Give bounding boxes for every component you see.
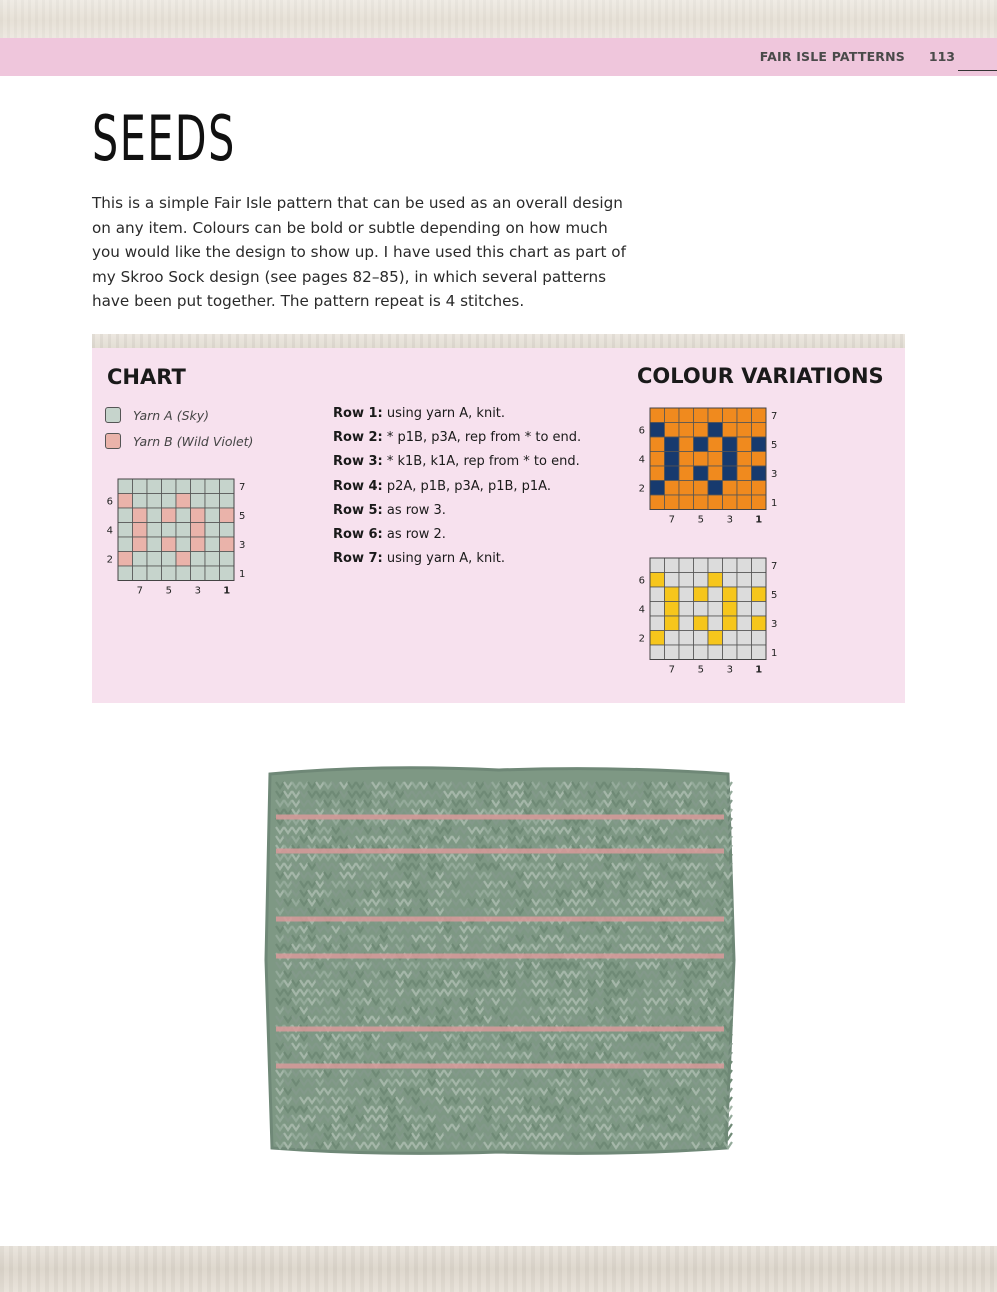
variation-chart-cell bbox=[694, 573, 709, 588]
variation-chart-cell bbox=[694, 616, 709, 631]
main-chart-cell bbox=[162, 523, 177, 538]
main-chart-cell bbox=[191, 508, 206, 523]
variation-chart-cell bbox=[737, 631, 752, 646]
main-chart-cell bbox=[162, 479, 177, 494]
variation-chart-cell bbox=[737, 423, 752, 438]
main-chart-cell bbox=[118, 566, 133, 581]
variation-chart-cell bbox=[650, 558, 665, 573]
main-chart-cell bbox=[205, 494, 220, 509]
variation-chart-cell bbox=[752, 573, 767, 588]
variation-chart-row-label: 5 bbox=[771, 439, 778, 451]
main-chart-cell bbox=[162, 494, 177, 509]
panel-wood-edge bbox=[92, 334, 905, 348]
variation-chart-cell bbox=[723, 466, 738, 481]
main-chart-cell bbox=[147, 566, 162, 581]
variation-chart-cell bbox=[665, 423, 680, 438]
main-knitting-chart bbox=[98, 475, 258, 595]
main-chart-row-label: 5 bbox=[239, 510, 246, 522]
main-chart-cell bbox=[147, 552, 162, 567]
variation-chart-cell bbox=[665, 408, 680, 423]
variation-chart-cell bbox=[679, 452, 694, 467]
main-chart-cell bbox=[162, 508, 177, 523]
variation-chart-cell bbox=[679, 645, 694, 660]
legend-yarn-a bbox=[105, 406, 209, 424]
variation-chart-cell bbox=[737, 466, 752, 481]
variation-chart-cell bbox=[752, 631, 767, 646]
main-chart-cell bbox=[162, 566, 177, 581]
main-chart-row-label: 4 bbox=[106, 525, 113, 537]
main-chart-cell bbox=[147, 523, 162, 538]
variation-chart-cell bbox=[665, 466, 680, 481]
variation-chart-cell bbox=[723, 437, 738, 452]
main-chart-cell bbox=[118, 479, 133, 494]
knitted-swatch-photo bbox=[258, 760, 740, 1160]
main-chart-cell bbox=[220, 508, 235, 523]
main-chart-cell bbox=[205, 523, 220, 538]
variation-chart-cell bbox=[752, 481, 767, 496]
variation-chart-cell bbox=[665, 631, 680, 646]
main-chart-cell bbox=[118, 523, 133, 538]
main-chart-stitch-label: 3 bbox=[194, 585, 201, 597]
variation-chart-cell bbox=[723, 587, 738, 602]
variation-chart-cell bbox=[752, 558, 767, 573]
main-chart-cell bbox=[133, 537, 148, 552]
variation-chart-cell bbox=[708, 466, 723, 481]
variation-chart-cell bbox=[752, 437, 767, 452]
variation-chart-cell bbox=[679, 481, 694, 496]
main-chart-row-label: 2 bbox=[106, 554, 113, 566]
variation-chart-stitch-label: 3 bbox=[726, 664, 733, 676]
yarn-b-swatch bbox=[105, 433, 121, 449]
variation-chart-cell bbox=[679, 558, 694, 573]
page-number: 113 bbox=[928, 49, 955, 64]
section-label: FAIR ISLE PATTERNS bbox=[759, 49, 905, 64]
row-instruction: Row 5: as row 3. bbox=[333, 502, 446, 518]
variation-chart-cell bbox=[723, 481, 738, 496]
variation-chart-cell bbox=[723, 408, 738, 423]
variation-chart-cell bbox=[679, 602, 694, 617]
main-chart-cell bbox=[220, 537, 235, 552]
variation-chart-cell bbox=[665, 645, 680, 660]
row-instruction: Row 4: p2A, p1B, p3A, p1B, p1A. bbox=[333, 478, 551, 494]
variation-chart-cell bbox=[665, 573, 680, 588]
variation-chart-row-label: 3 bbox=[771, 468, 778, 480]
variation-chart-cell bbox=[694, 408, 709, 423]
variation-chart-cell bbox=[752, 602, 767, 617]
row-instruction: Row 1: using yarn A, knit. bbox=[333, 406, 506, 421]
variation-chart-cell bbox=[650, 587, 665, 602]
main-chart-cell bbox=[220, 479, 235, 494]
variation-chart-cell bbox=[679, 573, 694, 588]
variation-chart-cell bbox=[679, 631, 694, 646]
main-chart-cell bbox=[205, 508, 220, 523]
variation-chart-stitch-label: 7 bbox=[668, 514, 675, 526]
variation-chart-cell bbox=[665, 616, 680, 631]
main-chart-cell bbox=[220, 494, 235, 509]
variation-chart-cell bbox=[694, 495, 709, 510]
main-chart-row-label: 7 bbox=[239, 481, 246, 493]
row-instruction: Row 3: * k1B, k1A, rep from * to end. bbox=[333, 454, 580, 470]
variation-chart-row-label: 3 bbox=[771, 618, 778, 630]
main-chart-cell bbox=[176, 552, 191, 567]
variation-chart-cell bbox=[708, 452, 723, 467]
variation-chart-cell bbox=[708, 631, 723, 646]
main-chart-cell bbox=[118, 508, 133, 523]
variation-chart-cell bbox=[694, 452, 709, 467]
variation-chart-cell bbox=[694, 437, 709, 452]
variation-chart-row-label: 2 bbox=[638, 483, 645, 495]
main-chart-cell bbox=[220, 566, 235, 581]
colour-variations-heading: COLOUR VARIATIONS bbox=[637, 364, 884, 388]
main-chart-cell bbox=[205, 479, 220, 494]
variation-chart-cell bbox=[737, 602, 752, 617]
main-chart-cell bbox=[133, 523, 148, 538]
variation-chart-cell bbox=[737, 645, 752, 660]
main-chart-cell bbox=[133, 508, 148, 523]
variation-chart-cell bbox=[694, 423, 709, 438]
variation-chart-cell bbox=[708, 602, 723, 617]
variation-chart-cell bbox=[708, 587, 723, 602]
variation-chart-cell bbox=[650, 631, 665, 646]
variation-chart-cell bbox=[650, 423, 665, 438]
main-chart-row-label: 3 bbox=[239, 539, 246, 551]
variation-chart-cell bbox=[752, 587, 767, 602]
row-instruction: Row 6: as row 2. bbox=[333, 526, 446, 542]
main-chart-cell bbox=[118, 494, 133, 509]
variation-chart-cell bbox=[708, 437, 723, 452]
main-chart-cell bbox=[191, 566, 206, 581]
variation-chart-cell bbox=[694, 481, 709, 496]
main-chart-cell bbox=[176, 566, 191, 581]
variation-chart-cell bbox=[737, 481, 752, 496]
variation-chart-cell bbox=[650, 437, 665, 452]
variation-chart-cell bbox=[723, 423, 738, 438]
variation-chart-cell bbox=[694, 587, 709, 602]
variation-chart-stitch-label: 3 bbox=[726, 514, 733, 526]
main-chart-cell bbox=[205, 537, 220, 552]
variation-chart-cell bbox=[737, 437, 752, 452]
main-chart-cell bbox=[176, 508, 191, 523]
variation-chart-cell bbox=[708, 481, 723, 496]
variation-chart-cell bbox=[723, 602, 738, 617]
variation-chart-cell bbox=[665, 602, 680, 617]
variation-chart-cell bbox=[694, 466, 709, 481]
variation-chart-cell bbox=[650, 645, 665, 660]
main-chart-cell bbox=[133, 566, 148, 581]
variation-chart-cell bbox=[665, 558, 680, 573]
main-chart-cell bbox=[147, 508, 162, 523]
main-chart-cell bbox=[176, 494, 191, 509]
variation-chart-stitch-label: 5 bbox=[697, 664, 704, 676]
variation-chart-cell bbox=[737, 587, 752, 602]
variation-chart-stitch-label: 1 bbox=[755, 514, 763, 526]
variation-chart-row-label: 2 bbox=[638, 633, 645, 645]
variation-chart-cell bbox=[679, 587, 694, 602]
variation-chart-cell bbox=[679, 466, 694, 481]
variation-chart-cell bbox=[723, 452, 738, 467]
main-chart-cell bbox=[147, 537, 162, 552]
wood-texture-top bbox=[0, 0, 997, 38]
main-chart-row-label: 1 bbox=[239, 568, 246, 580]
variation-chart-stitch-label: 7 bbox=[668, 664, 675, 676]
main-chart-cell bbox=[176, 479, 191, 494]
variation-chart-cell bbox=[650, 616, 665, 631]
variation-chart-row-label: 4 bbox=[638, 604, 645, 616]
colour-variation-grey-yellow bbox=[630, 554, 790, 674]
variation-chart-cell bbox=[665, 452, 680, 467]
main-chart-cell bbox=[191, 537, 206, 552]
row-instruction: Row 2: * p1B, p3A, rep from * to end. bbox=[333, 430, 582, 446]
variation-chart-cell bbox=[752, 495, 767, 510]
variation-chart-cell bbox=[708, 573, 723, 588]
row-instruction: Row 7: using yarn A, knit. bbox=[333, 551, 506, 567]
variation-chart-stitch-label: 1 bbox=[755, 664, 763, 676]
variation-chart-cell bbox=[679, 408, 694, 423]
main-chart-cell bbox=[191, 552, 206, 567]
variation-chart-cell bbox=[650, 466, 665, 481]
variation-chart-cell bbox=[723, 631, 738, 646]
variation-chart-cell bbox=[752, 423, 767, 438]
variation-chart-cell bbox=[737, 573, 752, 588]
variation-chart-cell bbox=[665, 495, 680, 510]
variation-chart-cell bbox=[737, 616, 752, 631]
variation-chart-cell bbox=[708, 558, 723, 573]
variation-chart-cell bbox=[737, 495, 752, 510]
variation-chart-cell bbox=[679, 423, 694, 438]
variation-chart-cell bbox=[708, 616, 723, 631]
variation-chart-cell bbox=[723, 573, 738, 588]
main-chart-stitch-label: 5 bbox=[165, 585, 172, 597]
variation-chart-cell bbox=[737, 452, 752, 467]
main-chart-cell bbox=[162, 537, 177, 552]
variation-chart-cell bbox=[694, 645, 709, 660]
variation-chart-cell bbox=[723, 558, 738, 573]
variation-chart-cell bbox=[737, 558, 752, 573]
main-chart-row-label: 6 bbox=[106, 496, 113, 508]
colour-variation-orange-navy bbox=[630, 404, 790, 524]
variation-chart-row-label: 1 bbox=[771, 647, 778, 659]
variation-chart-cell bbox=[679, 495, 694, 510]
main-chart-stitch-label: 1 bbox=[223, 585, 231, 597]
variation-chart-cell bbox=[723, 495, 738, 510]
variation-chart-cell bbox=[723, 616, 738, 631]
variation-chart-cell bbox=[694, 631, 709, 646]
variation-chart-cell bbox=[752, 616, 767, 631]
main-chart-cell bbox=[176, 523, 191, 538]
variation-chart-cell bbox=[650, 495, 665, 510]
variation-chart-row-label: 7 bbox=[771, 410, 778, 422]
wood-texture-bottom bbox=[0, 1246, 997, 1292]
main-chart-cell bbox=[162, 552, 177, 567]
main-chart-cell bbox=[191, 479, 206, 494]
variation-chart-row-label: 1 bbox=[771, 497, 778, 509]
variation-chart-cell bbox=[679, 437, 694, 452]
main-chart-cell bbox=[176, 537, 191, 552]
main-chart-stitch-label: 7 bbox=[136, 585, 143, 597]
variation-chart-cell bbox=[665, 481, 680, 496]
variation-chart-row-label: 4 bbox=[638, 454, 645, 466]
variation-chart-row-label: 7 bbox=[771, 560, 778, 572]
variation-chart-row-label: 5 bbox=[771, 589, 778, 601]
main-chart-cell bbox=[133, 479, 148, 494]
main-chart-cell bbox=[147, 479, 162, 494]
variation-chart-cell bbox=[694, 558, 709, 573]
page-title: SEEDS bbox=[92, 102, 236, 175]
variation-chart-cell bbox=[708, 423, 723, 438]
variation-chart-row-label: 6 bbox=[638, 425, 645, 437]
variation-chart-cell bbox=[665, 437, 680, 452]
variation-chart-cell bbox=[650, 481, 665, 496]
variation-chart-cell bbox=[708, 408, 723, 423]
variation-chart-cell bbox=[650, 452, 665, 467]
variation-chart-cell bbox=[650, 408, 665, 423]
main-chart-cell bbox=[205, 552, 220, 567]
main-chart-cell bbox=[118, 552, 133, 567]
variation-chart-cell bbox=[723, 645, 738, 660]
main-chart-cell bbox=[191, 523, 206, 538]
variation-chart-row-label: 6 bbox=[638, 575, 645, 587]
main-chart-cell bbox=[191, 494, 206, 509]
variation-chart-cell bbox=[650, 602, 665, 617]
variation-chart-cell bbox=[708, 645, 723, 660]
yarn-a-label: Yarn A (Sky) bbox=[133, 407, 210, 423]
intro-paragraph: This is a simple Fair Isle pattern that can be used as an overall design on any item. Colours can be bold or subtle depending on how much you would like the design to show up. I have used this chart as part of my Skroo Sock design (see pages 82–85), in which several patterns have been put together. The pattern repeat is 4 stitches. bbox=[92, 194, 626, 310]
page-number-rule bbox=[958, 70, 997, 71]
variation-chart-cell bbox=[708, 495, 723, 510]
yarn-b-label: Yarn B (Wild Violet) bbox=[133, 433, 254, 449]
main-chart-cell bbox=[147, 494, 162, 509]
variation-chart-cell bbox=[752, 645, 767, 660]
variation-chart-cell bbox=[752, 408, 767, 423]
row-instructions bbox=[333, 404, 581, 573]
variation-chart-stitch-label: 5 bbox=[697, 514, 704, 526]
main-chart-cell bbox=[133, 494, 148, 509]
main-chart-cell bbox=[205, 566, 220, 581]
variation-chart-cell bbox=[679, 616, 694, 631]
legend-yarn-b bbox=[105, 432, 253, 450]
main-chart-cell bbox=[133, 552, 148, 567]
variation-chart-cell bbox=[752, 452, 767, 467]
yarn-a-swatch bbox=[105, 407, 121, 423]
variation-chart-cell bbox=[737, 408, 752, 423]
chart-heading: CHART bbox=[107, 365, 186, 389]
main-chart-cell bbox=[220, 552, 235, 567]
main-chart-cell bbox=[220, 523, 235, 538]
variation-chart-cell bbox=[752, 466, 767, 481]
main-chart-cell bbox=[118, 537, 133, 552]
variation-chart-cell bbox=[650, 573, 665, 588]
variation-chart-cell bbox=[694, 602, 709, 617]
variation-chart-cell bbox=[665, 587, 680, 602]
